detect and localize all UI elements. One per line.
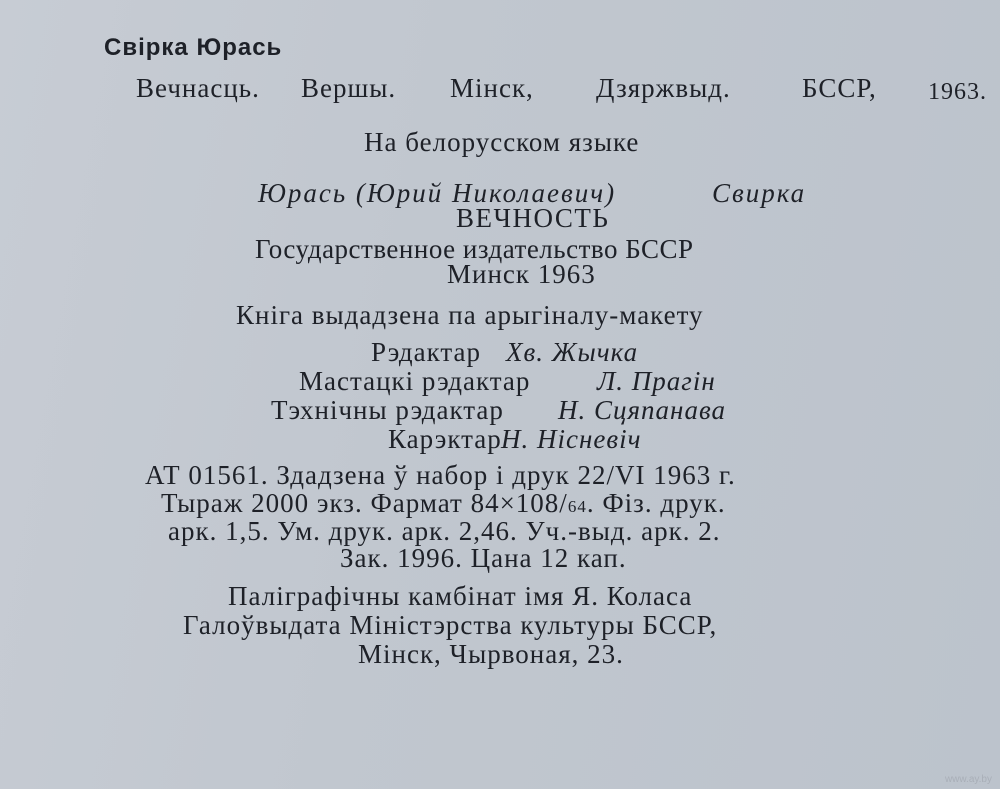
- print-data-line-3: арк. 1,5. Ум. друк. арк. 2,46. Уч.-выд. арк. 2.: [168, 516, 721, 546]
- editor-role: Рэдактар: [371, 337, 481, 367]
- original-layout-note: Кніга выдадзена па арыгіналу-макету: [236, 300, 704, 330]
- imprint-year: 1963.: [928, 79, 987, 105]
- art-editor-role: Мастацкі рэдактар: [299, 366, 531, 396]
- publisher-name: Государственное издательство БССР: [255, 234, 694, 264]
- printer-line-2: Галоўвыдата Міністэрства культуры БССР,: [183, 610, 718, 640]
- language-note: На белорусском языке: [364, 127, 640, 157]
- corrector-name: Н. Нісневіч: [501, 424, 642, 454]
- print-data-line-4: Зак. 1996. Цана 12 кап.: [340, 543, 627, 573]
- printer-line-3: Мінск, Чырвоная, 23.: [358, 639, 624, 669]
- corrector-role: Карэктар: [388, 424, 502, 454]
- imprint-republic: БССР,: [802, 73, 877, 103]
- watermark: www.ay.by: [944, 774, 992, 785]
- author-heading: Свірка Юрась: [104, 34, 283, 61]
- imprint-genre: Вершы.: [301, 73, 397, 103]
- printer-line-1: Паліграфічны камбінат імя Я. Коласа: [228, 581, 693, 611]
- imprint-publisher: Дзяржвыд.: [596, 73, 731, 103]
- print-format-sub: 64: [567, 497, 587, 516]
- imprint-city: Мінск,: [450, 73, 534, 103]
- print-data-line-1: АТ 01561. Здадзена ў набор і друк 22/VI 1963 г.: [145, 460, 736, 490]
- editor-name: Хв. Жычка: [506, 337, 639, 367]
- print-format-text: Тыраж 2000 экз. Фармат 84×108/: [161, 488, 568, 518]
- book-title: ВЕЧНОСТЬ: [456, 203, 610, 233]
- print-format-rest: . Фіз. друк.: [586, 488, 726, 518]
- print-data-line-2: [161, 490, 726, 517]
- tech-editor-name: Н. Сцяпанава: [558, 395, 726, 425]
- city-year: Минск 1963: [447, 259, 596, 289]
- tech-editor-role: Тэхнічны рэдактар: [271, 395, 504, 425]
- author-surname: Свирка: [712, 178, 807, 208]
- imprint-title: Вечнасць.: [136, 73, 260, 103]
- art-editor-name: Л. Прагін: [597, 366, 716, 396]
- author-full-name: Юрась (Юрий Николаевич): [258, 178, 617, 208]
